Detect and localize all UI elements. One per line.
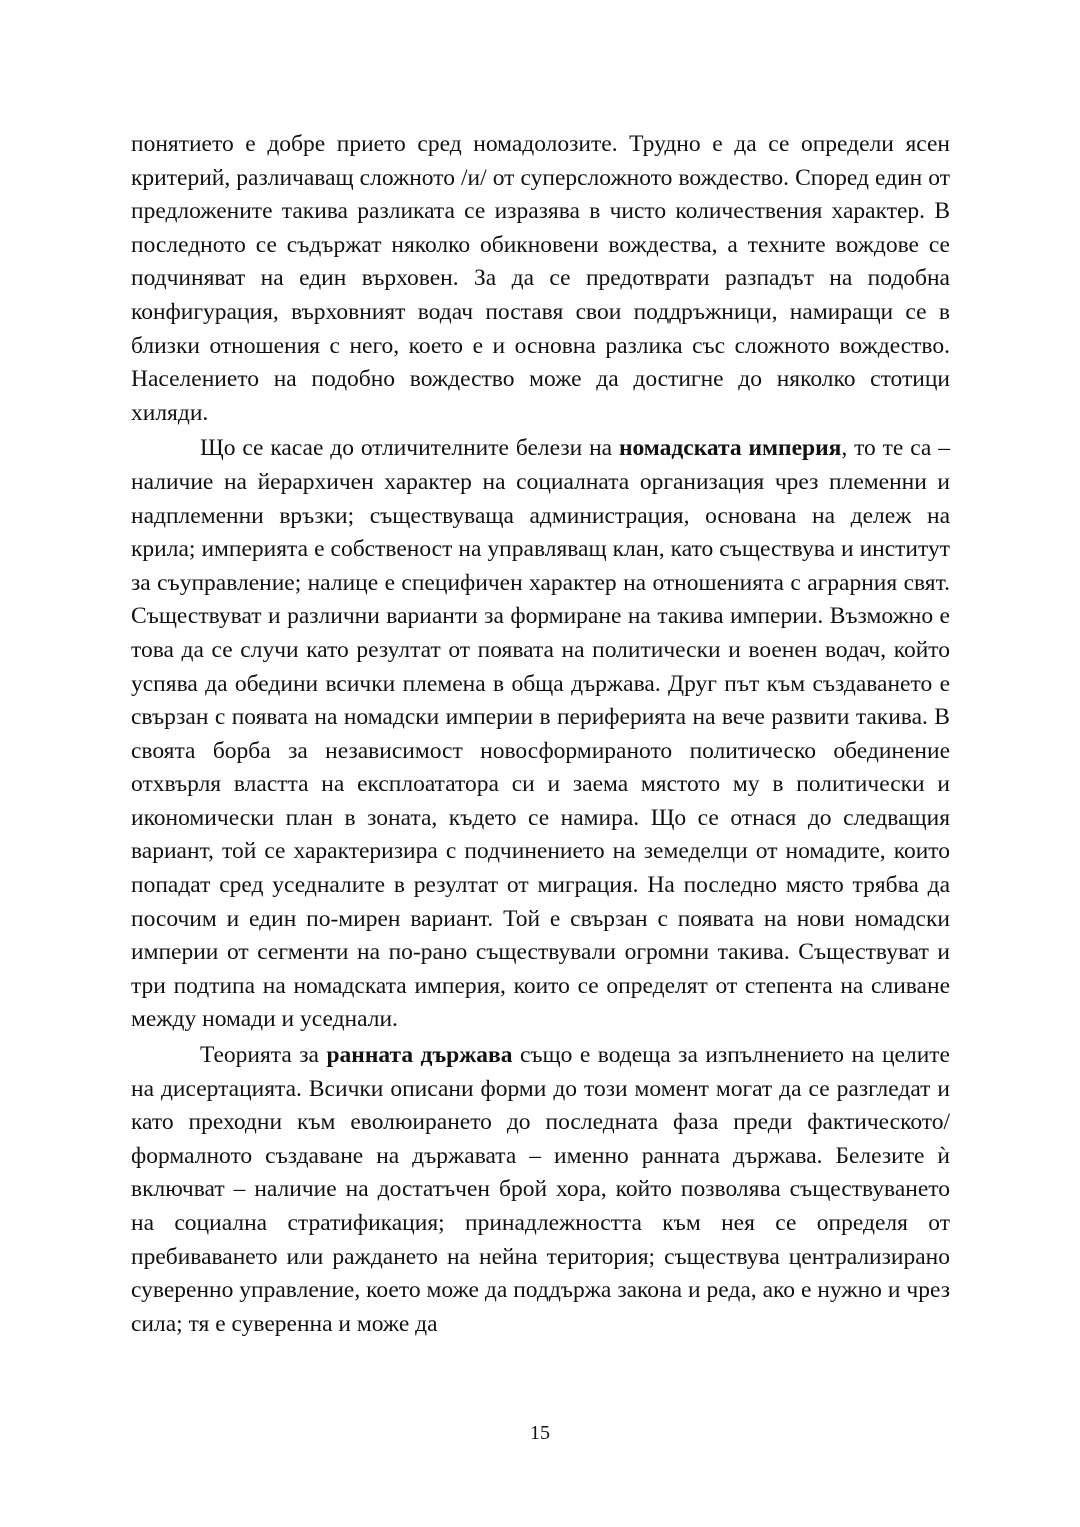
paragraph-3 [131,1039,950,1341]
paragraph-1-text: понятието е добре прието сред номадолозите. Трудно е да се определи ясен критерий, различаващ сложното /и/ от суперсложното вождество. Според един от предложените такива разликата се изразява в чисто количествения характер. В последното се съдържат няколко обикновени вождества, а техните вождове се подчиняват на един върховен. За да се предотврати разпадът на подобна конфигурация, върховният водач поставя свои поддръжници, намиращи се в близки отношения с него, което е и основна разлика със сложното вождество. Населението на подобно вождество може да достигне до няколко стотици хиляди. [131,131,950,426]
paragraph-2-text-rest: , то те са – наличие на йерархичен характер на социалната организация чрез племенни и надплеменни връзки; съществуваща администрация, основана на дележ на крила; империята е собственост на управляващ клан, като съществува и институт за съуправление; налице е специфичен характер на отношенията с аграрния свят. Съществуват и различни варианти за формиране на такива империи. Възможно е това да се случи като резултат от появата на политически и военен водач, който успява да обедини всички племена в обща държава. Друг път към създаването е свързан с появата на номадски империи в периферията на вече развити такива. В своята борба за независимост новосформираното политическо обединение отхвърля властта на експлоататора си и заема мястото му в политически и икономически план в зоната, където се намира. Що се отнася до следващия вариант, той се характеризира с подчинението на земеделци от номадите, които попадат сред уседналите в резултат от миграция. На последно място трябва да посочим и един по-мирен вариант. Той е свързан с появата на нови номадски империи от сегменти на по-рано съществували огромни такива. Съществуват и три подтипа на номадската империя, които се определят от степента на сливане между номади и уседнали. [131,435,950,1033]
paragraph-3-text-rest: също е водеща за изпълнението на целите на дисертацията. Всички описани форми до този момент могат да се разгледат и като преходни към еволюирането до последната фаза преди фактическото/формалното създаване на държавата – именно ранната държава. Белезите ѝ включват – наличие на достатъчен брой хора, който позволява съществуването на социална стратификация; принадлежността към нея се определя от пребиваването или раждането на нейна територия; съществува централизирано суверенно управление, което може да поддържа закона и реда, ако е нужно и чрез сила; тя е суверенна и може да [131,1042,950,1337]
paragraph-2 [131,432,950,1037]
paragraph-1 [131,128,950,430]
paragraph-2-text-start: Що се касае до отличителните белези на [200,435,619,462]
term-nomadic-empire: номадската империя [618,435,842,462]
paragraph-3-text-start: Теорията за [200,1042,327,1069]
page-number: 15 [530,1422,550,1444]
page-body [131,128,950,1341]
term-early-state: ранната държава [326,1042,513,1069]
